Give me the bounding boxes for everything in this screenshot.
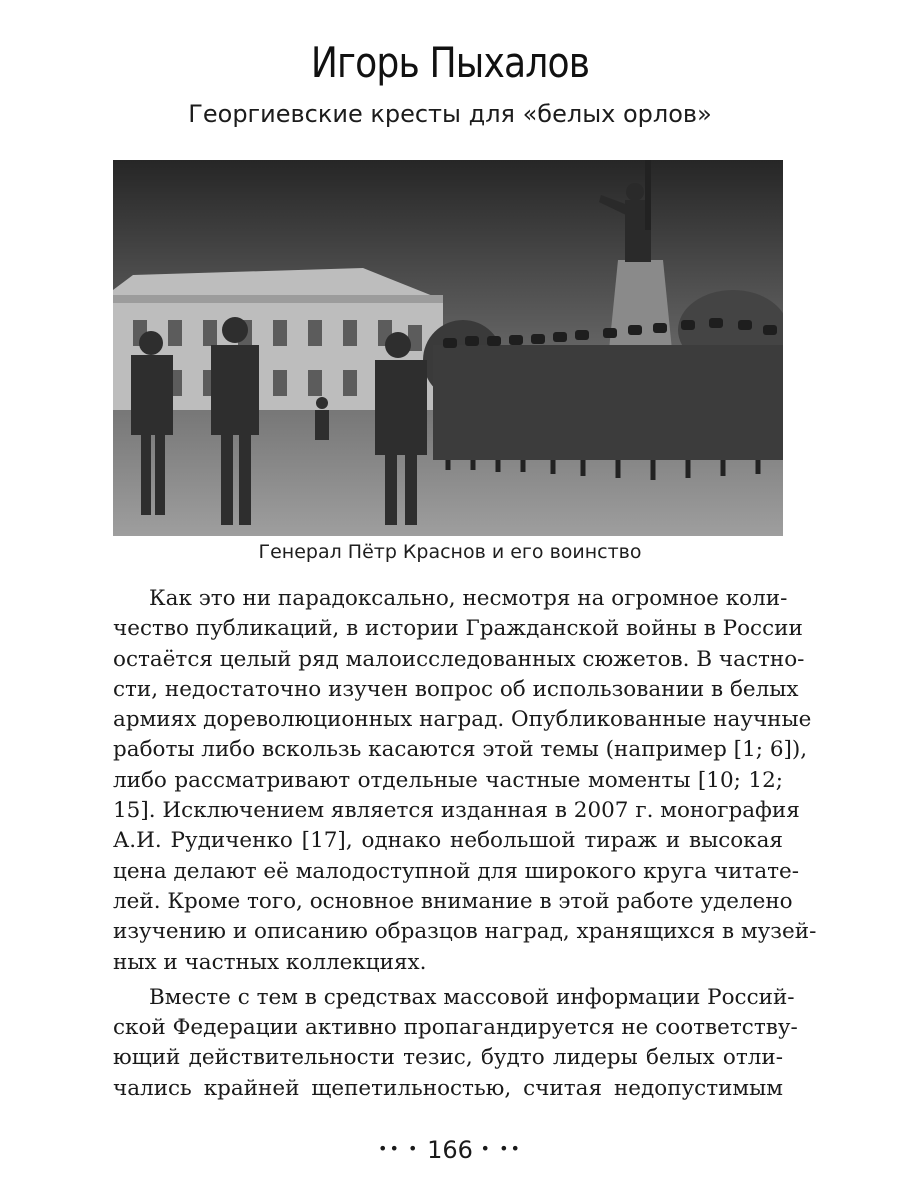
- photo-caption: Генерал Пётр Краснов и его воинство: [258, 541, 642, 563]
- text-line: либо рассматривают отдельные частные моменты [10; 12;: [113, 767, 783, 793]
- text-line: ных и частных коллекциях.: [113, 949, 427, 975]
- text-line: чество публикаций, в истории Гражданской войны в России: [113, 616, 803, 642]
- text-line: цена делают её малодоступной для широкого круга читате-: [113, 858, 800, 884]
- article-title: Георгиевские кресты для «белых орлов»: [188, 100, 712, 128]
- page-footer: [0, 1136, 900, 1164]
- text-line: А.И. Рудиченко [17], однако небольшой тираж и высокая: [113, 828, 783, 854]
- text-line: остаётся целый ряд малоисследованных сюжетов. В частно-: [113, 646, 805, 672]
- text-line: Вместе с тем в средствах массовой информации Россий-: [149, 984, 795, 1010]
- text-line: ющий действительности тезис, будто лидеры белых отли-: [113, 1045, 783, 1071]
- text-line: 15]. Исключением является изданная в 2007 г. монография: [113, 798, 800, 824]
- page-number: 166: [427, 1136, 473, 1164]
- text-line: работы либо вскользь касаются этой темы (например [1; 6]),: [113, 737, 808, 763]
- historical-photo: [113, 160, 783, 536]
- text-line: чались крайней щепетильностью, считая недопустимым: [113, 1075, 783, 1101]
- footer-dots-right: • ••: [480, 1139, 522, 1158]
- text-line: ской Федерации активно пропагандируется не соответству-: [113, 1015, 798, 1041]
- text-line: изучению и описанию образцов наград, хранящихся в музей-: [113, 919, 817, 945]
- footer-dots-left: •• •: [378, 1139, 420, 1158]
- text-line: армиях дореволюционных наград. Опубликованные научные: [113, 707, 812, 733]
- author-name: Игорь Пыхалов: [310, 38, 590, 87]
- text-line: Как это ни парадоксально, несмотря на огромное коли-: [149, 586, 788, 611]
- text-line: сти, недостаточно изучен вопрос об использовании в белых: [113, 676, 799, 702]
- text-line: лей. Кроме того, основное внимание в этой работе уделено: [113, 888, 793, 914]
- body-text: [113, 584, 817, 1104]
